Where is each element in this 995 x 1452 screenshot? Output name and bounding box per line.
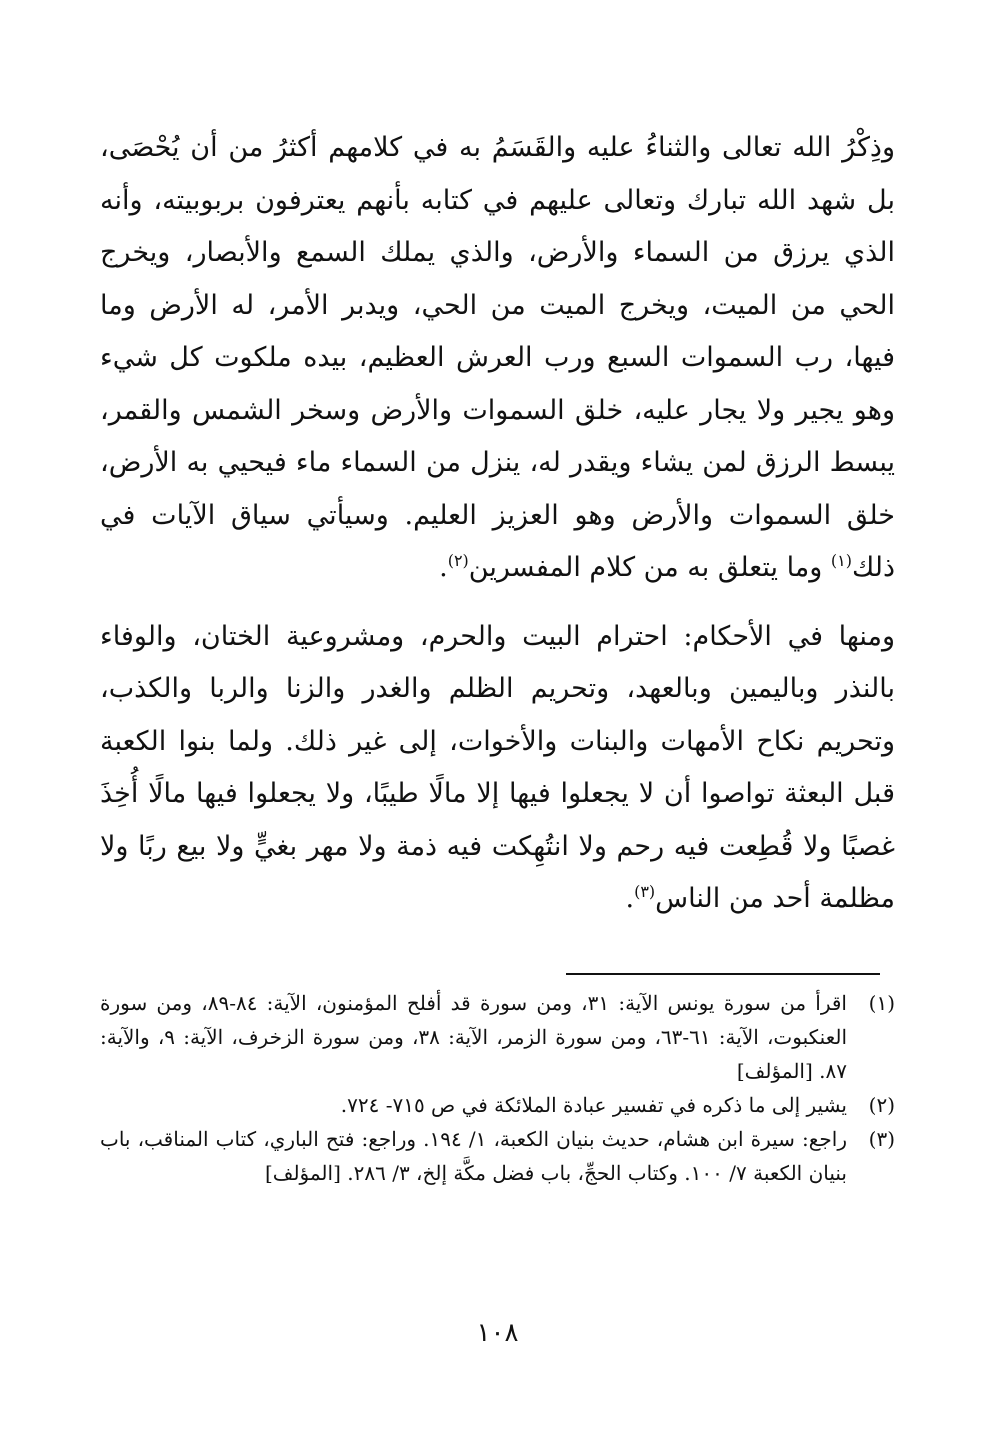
footnote-2-marker: (٢)	[868, 1093, 895, 1117]
footnotes	[100, 986, 895, 1190]
footnote-3-text: راجع: سيرة ابن هشام، حديث بنيان الكعبة، ١/ ١٩٤. وراجع: فتح الباري، كتاب المناقب، باب بنيان الكعبة ٧/ ١٠٠. وكتاب الحجِّ، باب فضل مكَّة إلخ، ٣/ ٢٨٦. [المؤلف]	[100, 1127, 847, 1185]
footnote-ref-3[interactable]: (٣)	[634, 882, 656, 901]
paragraph-1	[100, 122, 895, 595]
footnote-separator	[566, 973, 880, 975]
footnote-ref-1[interactable]: (١)	[830, 551, 852, 570]
footnote-2-text: يشير إلى ما ذكره في تفسير عبادة الملائكة في ص ٧١٥- ٧٢٤.	[340, 1093, 847, 1117]
footnote-3	[100, 1122, 895, 1190]
paragraph-2-text: ومنها في الأحكام: احترام البيت والحرم، ومشروعية الختان، والوفاء بالنذر وباليمين وبالعهد، وتحريم الظلم والغدر والزنا والربا والكذب، وتحريم نكاح الأمهات والبنات والأخوات، إلى غير ذلك. ولما بنوا الكعبة قبل البعثة تواصوا أن لا يجعلوا فيها إلا مالًا طيبًا، ولا يجعلوا فيها مالًا أُخِذَ غصبًا ولا قُطِعت فيه رحم ولا انتُهِكت فيه ذمة ولا مهر بغيٍّ ولا بيع ربًا ولا مظلمة أحد من الناس	[100, 620, 895, 914]
page-number: ١٠٨	[476, 1318, 519, 1348]
footnote-2	[100, 1088, 895, 1122]
footnote-ref-2[interactable]: (٢)	[447, 551, 469, 570]
footnote-1-marker: (١)	[868, 991, 895, 1015]
paragraph-2-end: .	[625, 883, 635, 914]
main-text	[100, 122, 895, 926]
paragraph-1-tail: وما يتعلق به من كلام المفسرين	[468, 552, 831, 583]
footnote-1	[100, 986, 895, 1088]
paragraph-1-end: .	[439, 552, 448, 583]
paragraph-1-text: وذِكْرُ الله تعالى والثناءُ عليه والقَسَمُ به في كلامهم أكثرُ من أن يُحْصَى، بل شهد الله تبارك وتعالى عليهم في كتابه بأنهم يعترفون بربوبيته، وأنه الذي يرزق من السماء والأرض، والذي يملك السمع والأبصار، ويخرج الحي من الميت، ويخرج الميت من الحي، ويدبر الأمر، له الأرض وما فيها، رب السموات السبع ورب العرش العظيم، بيده ملكوت كل شيء وهو يجير ولا يجار عليه، خلق السموات والأرض وسخر الشمس والقمر، يبسط الرزق لمن يشاء ويقدر له، ينزل من السماء ماء فيحيي به الأرض، خلق السموات والأرض وهو العزيز العليم. وسيأتي سياق الآيات في ذلك	[100, 132, 895, 583]
footnote-3-marker: (٣)	[868, 1127, 895, 1151]
footnote-1-text: اقرأ من سورة يونس الآية: ٣١، ومن سورة قد أفلح المؤمنون، الآية: ٨٤-٨٩، ومن سورة العنكبوت، الآية: ٦١-٦٣، ومن سورة الزمر، الآية: ٣٨، ومن سورة الزخرف، الآية: ٩، والآية: ٨٧. [المؤلف]	[100, 991, 847, 1083]
paragraph-2	[100, 611, 895, 926]
